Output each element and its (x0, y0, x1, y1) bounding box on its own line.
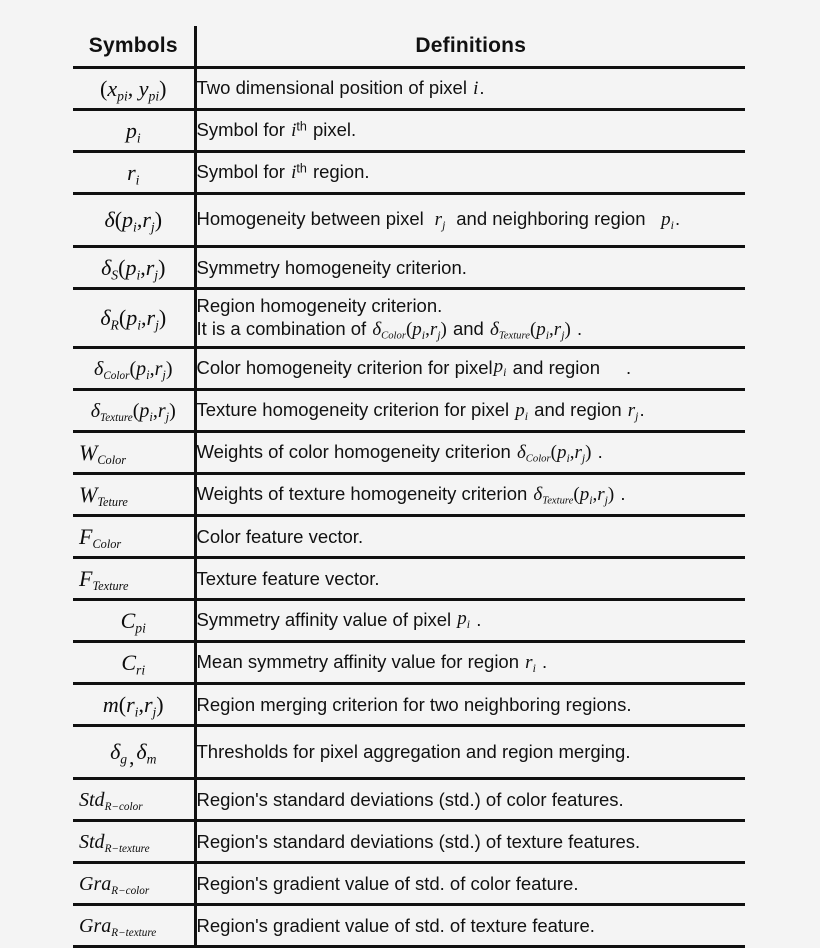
symbol-m-r-r: $m(r_i,r_j)$ (102, 691, 164, 720)
inline-symbol-i: $i^{th}$ (291, 119, 307, 141)
table-row (73, 152, 745, 194)
definition-text: Color homogeneity criterion for pixel (196, 356, 493, 378)
inline-symbol-p-i: $p_i$ (457, 607, 471, 631)
table-row (73, 390, 745, 432)
definition-period: . (639, 398, 645, 420)
definition-cell (195, 152, 745, 194)
definition-text-mid: and region (534, 398, 622, 420)
table-row (73, 110, 745, 152)
definition-text: Region's gradient value of std. of texture feature. (196, 914, 595, 936)
table-row (73, 779, 745, 821)
symbol-subscript: R−color (104, 800, 143, 813)
definition-text: Region merging criterion for two neighboring regions. (196, 693, 632, 715)
table-row (73, 600, 745, 642)
definition-text: Region's standard deviations (std.) of texture features. (196, 830, 641, 852)
definition-text: Weights of color homogeneity criterion (196, 440, 511, 462)
definition-cell (195, 905, 745, 947)
symbol-cell (73, 348, 195, 390)
column-header-symbols: Symbols (73, 26, 195, 68)
inline-symbol-i: $i^{th}$ (291, 161, 307, 183)
symbol-delta-color: $\delta_{Color}(p_i,r_j)$ (94, 358, 173, 382)
symbol-x-y-position: ($x_{pi}$, $y_{pi}$) (100, 75, 167, 104)
definition-cell (195, 390, 745, 432)
table-row (73, 432, 745, 474)
inline-symbol-delta-color: $\delta_{Color}(p_i,r_j)$ (516, 441, 592, 465)
symbol-cell (73, 152, 195, 194)
definition-line-1: Region homogeneity criterion. (196, 294, 443, 316)
inline-symbol-r-j: $r_j$ (627, 399, 639, 423)
symbol-cell (73, 863, 195, 905)
symbol-cell (73, 821, 195, 863)
symbol-std-r-color: Std$_{R-color}$ (79, 789, 143, 813)
symbol-cell (73, 516, 195, 558)
symbol-subscript: Teture (97, 495, 128, 510)
symbol-delta-texture: $\delta_{Texture}(p_i,r_j)$ (90, 400, 176, 424)
definition-text-tail: pixel. (312, 118, 357, 140)
definition-text: Weights of texture homogeneity criterion (196, 482, 528, 504)
table-header-row (73, 26, 745, 68)
symbol-cell (73, 558, 195, 600)
table-row (73, 474, 745, 516)
symbol-subscript: R−texture (104, 842, 150, 855)
symbol-std-r-texture: Std$_{R-texture}$ (79, 831, 150, 855)
symbol-definition-table (73, 26, 745, 948)
table-row (73, 642, 745, 684)
symbol-gra-r-color: Gra$_{R-color}$ (79, 873, 150, 897)
column-header-definitions: Definitions (195, 26, 745, 68)
symbol-f-texture: $F_{Texture}$ (79, 565, 129, 594)
inline-symbol-delta-color: $\delta_{Color}(p_i,r_j)$ (372, 319, 447, 342)
symbol-cell (73, 68, 195, 110)
inline-symbol-p-i: $p_i$ (493, 355, 507, 379)
definition-cell (195, 474, 745, 516)
definition-cell (195, 194, 745, 247)
symbol-c-pi: $C_{pi}$ (120, 607, 146, 636)
definition-period: . (620, 482, 626, 504)
definition-text: Symmetry affinity value of pixel (196, 608, 452, 630)
definition-period: . (576, 318, 583, 340)
table-row (73, 194, 745, 247)
symbol-cell (73, 194, 195, 247)
symbol-cell (73, 684, 195, 726)
symbol-delta-p-r: $\delta(p_i,r_j)$ (104, 207, 163, 235)
definition-conjunction: and (452, 318, 484, 340)
symbol-cell (73, 779, 195, 821)
table-row (73, 68, 745, 110)
definition-cell (195, 600, 745, 642)
definition-cell (195, 110, 745, 152)
definition-cell (195, 247, 745, 289)
definition-period: . (479, 76, 485, 98)
definition-text-mid: and region (512, 356, 600, 378)
definition-cell (195, 558, 745, 600)
definition-cell (195, 432, 745, 474)
symbol-definition-table-wrapper (73, 26, 745, 948)
definition-period: . (626, 356, 632, 378)
table-row (73, 558, 745, 600)
definition-text: Region's gradient value of std. of color feature. (196, 872, 579, 894)
symbol-delta-r: $\delta_R(p_i,r_j)$ (100, 305, 167, 333)
definition-text-tail: region. (312, 160, 370, 182)
symbol-p-i: $p_i$ (125, 117, 141, 146)
symbol-f-color: $F_{Color}$ (79, 523, 122, 552)
symbol-w-teture: $W_{Teture}$ (79, 481, 128, 510)
table-row (73, 726, 745, 779)
definition-text: Symbol for (196, 118, 285, 140)
symbol-separator: , (129, 745, 135, 770)
symbol-gra-r-texture: Gra$_{R-texture}$ (79, 915, 157, 939)
symbol-subscript: R−texture (111, 926, 157, 939)
inline-symbol-p-i: $p_i$ (651, 209, 674, 233)
table-row (73, 821, 745, 863)
symbol-cell (73, 905, 195, 947)
symbol-c-ri: $C_{ri}$ (121, 649, 146, 678)
definition-text: Region's standard deviations (std.) of color features. (196, 788, 624, 810)
definition-text: Color feature vector. (196, 525, 364, 547)
definition-cell (195, 289, 745, 348)
inline-symbol-r-i: $r_i$ (525, 651, 536, 675)
definition-cell (195, 516, 745, 558)
symbol-r-i: $r_i$ (127, 159, 140, 188)
inline-symbol-i: i (473, 77, 479, 99)
inline-symbol-r-j: $r_j$ (429, 209, 446, 233)
symbol-cell (73, 289, 195, 348)
ordinal-suffix: th (296, 161, 307, 176)
table-row (73, 905, 745, 947)
table-row (73, 684, 745, 726)
symbol-cell (73, 110, 195, 152)
inline-symbol-p-i: $p_i$ (515, 399, 529, 423)
symbol-cell (73, 726, 195, 779)
definition-period: . (541, 650, 548, 672)
definition-text: Texture homogeneity criterion for pixel (196, 398, 510, 420)
table-row (73, 247, 745, 289)
definition-text-mid: and neighboring region (456, 208, 646, 230)
definition-cell (195, 68, 745, 110)
definition-cell (195, 726, 745, 779)
symbol-w-color: $W_{Color}$ (79, 439, 127, 468)
symbol-cell (73, 247, 195, 289)
symbol-subscript: R−color (111, 884, 150, 897)
symbol-cell (73, 390, 195, 432)
symbol-cell (73, 642, 195, 684)
table-row (73, 863, 745, 905)
definition-period: . (674, 208, 681, 230)
table-row (73, 516, 745, 558)
symbol-cell (73, 600, 195, 642)
symbol-delta-g: $\delta_g$ (110, 739, 128, 767)
definition-cell (195, 779, 745, 821)
definition-text: Texture feature vector. (196, 567, 380, 589)
symbol-delta-m: $\delta_m$ (136, 739, 157, 767)
definition-period: . (597, 440, 603, 462)
symbol-cell (73, 432, 195, 474)
definition-text: Thresholds for pixel aggregation and region merging. (196, 741, 631, 763)
definition-text: It is a combination of (196, 318, 367, 340)
definition-cell (195, 642, 745, 684)
definition-line-2 (197, 317, 746, 342)
definition-text: Two dimensional position of pixel (196, 76, 467, 98)
definition-cell (195, 348, 745, 390)
definition-text: Symbol for (196, 160, 285, 182)
definition-text: Mean symmetry affinity value for region (196, 650, 520, 672)
definition-text: Symmetry homogeneity criterion. (196, 256, 467, 278)
definition-cell (195, 863, 745, 905)
definition-cell (195, 684, 745, 726)
definition-text: Homogeneity between pixel (196, 208, 424, 230)
definition-cell (195, 821, 745, 863)
inline-symbol-delta-texture: $\delta_{Texture}(p_i,r_j)$ (533, 483, 615, 507)
symbol-delta-s: $\delta_S(p_i,r_j)$ (101, 254, 166, 283)
symbol-cell (73, 474, 195, 516)
table-row (73, 289, 745, 348)
definition-period: . (476, 608, 482, 630)
table-row (73, 348, 745, 390)
inline-symbol-delta-texture: $\delta_{Texture}(p_i,r_j)$ (490, 319, 571, 342)
ordinal-suffix: th (296, 119, 307, 134)
